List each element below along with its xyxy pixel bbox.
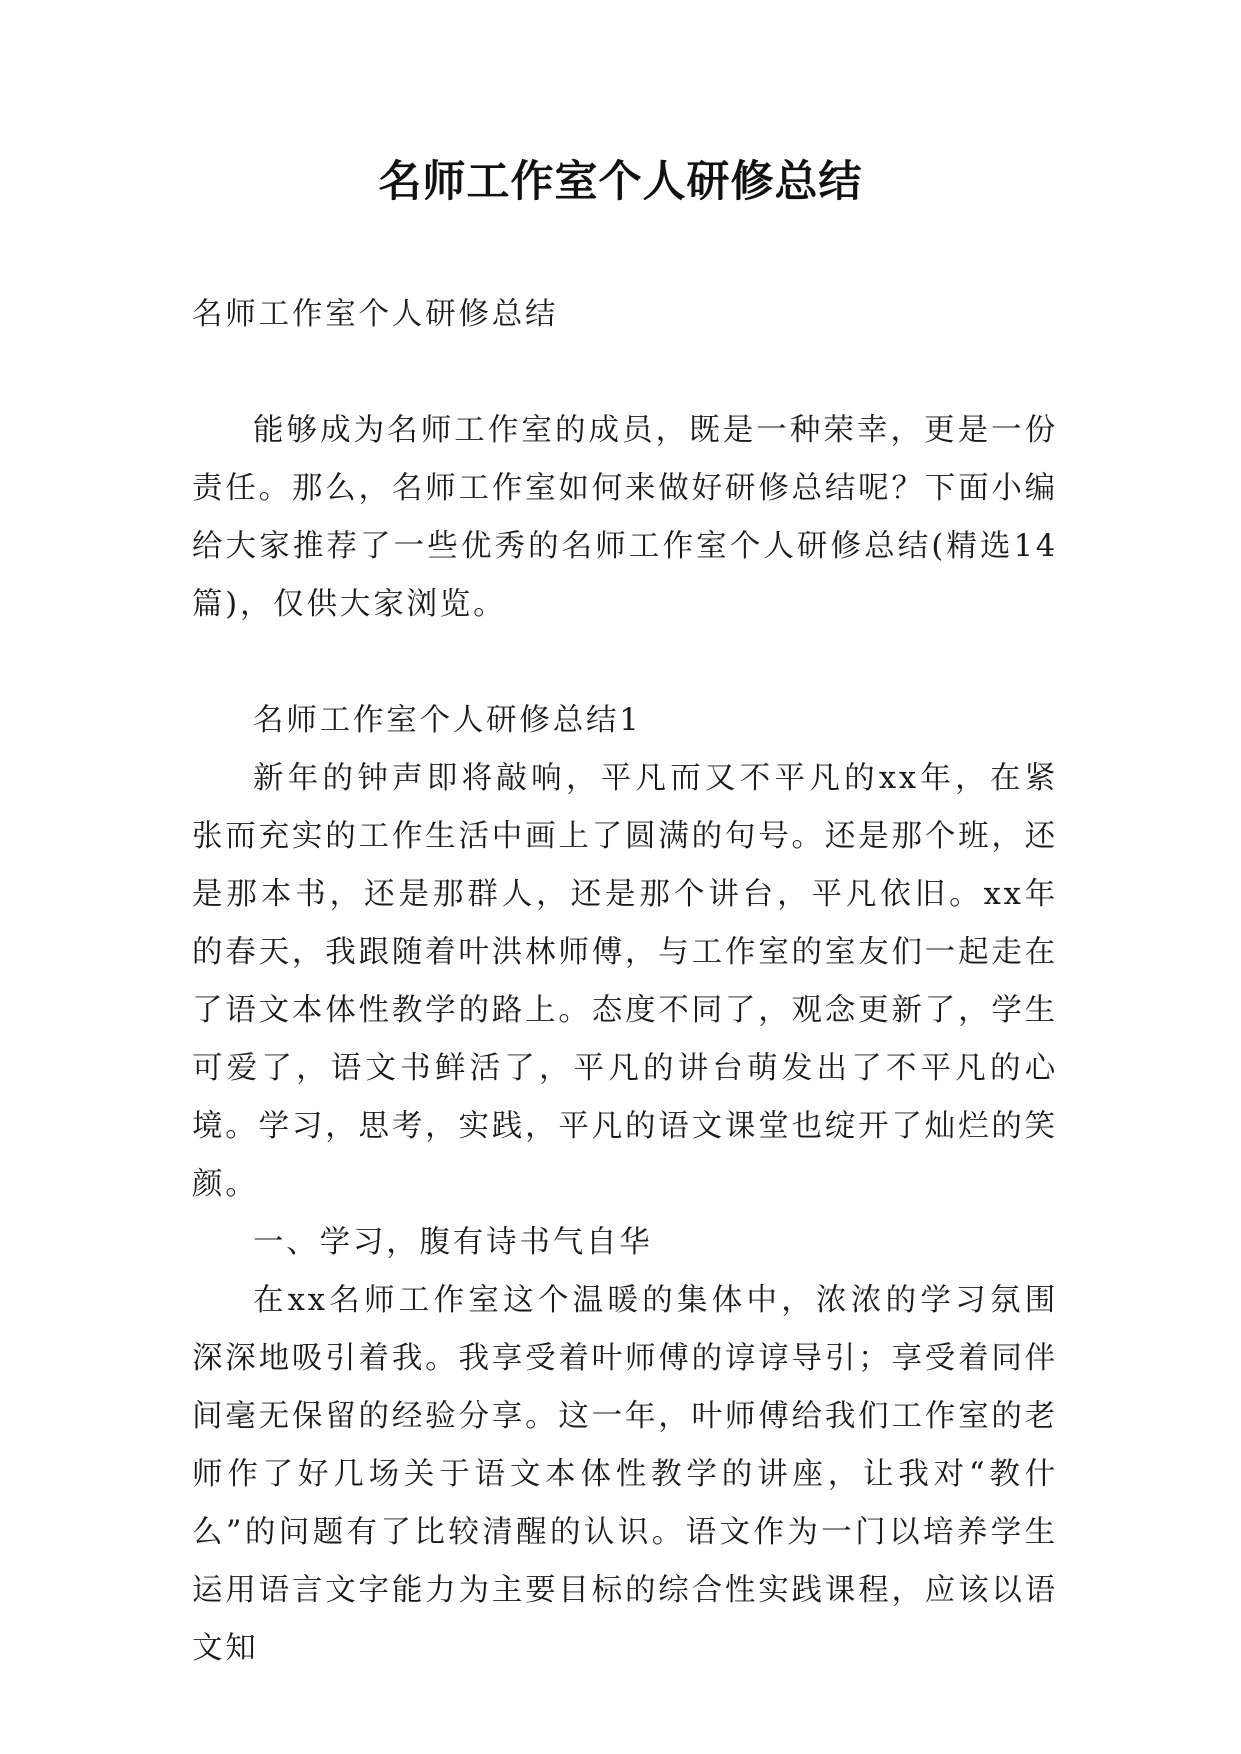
body-paragraph: 在xx名师工作室这个温暖的集体中，浓浓的学习氛围深深地吸引着我。我享受着叶师傅的谆谆导引；享受着同伴间毫无保留的经验分享。这一年，叶师傅给我们工作室的老师作了好几场关于语文本体性教学的讲座，让我对“教什么”的问题有了比较清醒的认识。语文作为一门以培养学生运用语言文字能力为主要目标的综合性实践课程，应该以语文知 [192,1283,1058,1666]
document-body [192,286,1058,1678]
subsection-heading: 一、学习，腹有诗书气自华 [253,1225,653,1260]
intro-paragraph: 能够成为名师工作室的成员，既是一种荣幸，更是一份责任。那么，名师工作室如何来做好研修总结呢？下面小编给大家推荐了一些优秀的名师工作室个人研修总结(精选14篇)，仅供大家浏览。 [192,413,1058,622]
document-subtitle: 名师工作室个人研修总结 [192,297,559,332]
document-title: 名师工作室个人研修总结 [378,157,863,207]
body-paragraph: 新年的钟声即将敲响，平凡而又不平凡的xx年，在紧张而充实的工作生活中画上了圆满的句号。还是那个班，还是那本书，还是那群人，还是那个讲台，平凡依旧。xx年的春天，我跟随着叶洪林师傅，与工作室的室友们一起走在了语文本体性教学的路上。态度不同了，观念更新了，学生可爱了，语文书鲜活了，平凡的讲台萌发出了不平凡的心境。学习，思考，实践，平凡的语文课堂也绽开了灿烂的笑颜。 [192,761,1058,1202]
section-heading-1: 名师工作室个人研修总结1 [253,703,642,738]
